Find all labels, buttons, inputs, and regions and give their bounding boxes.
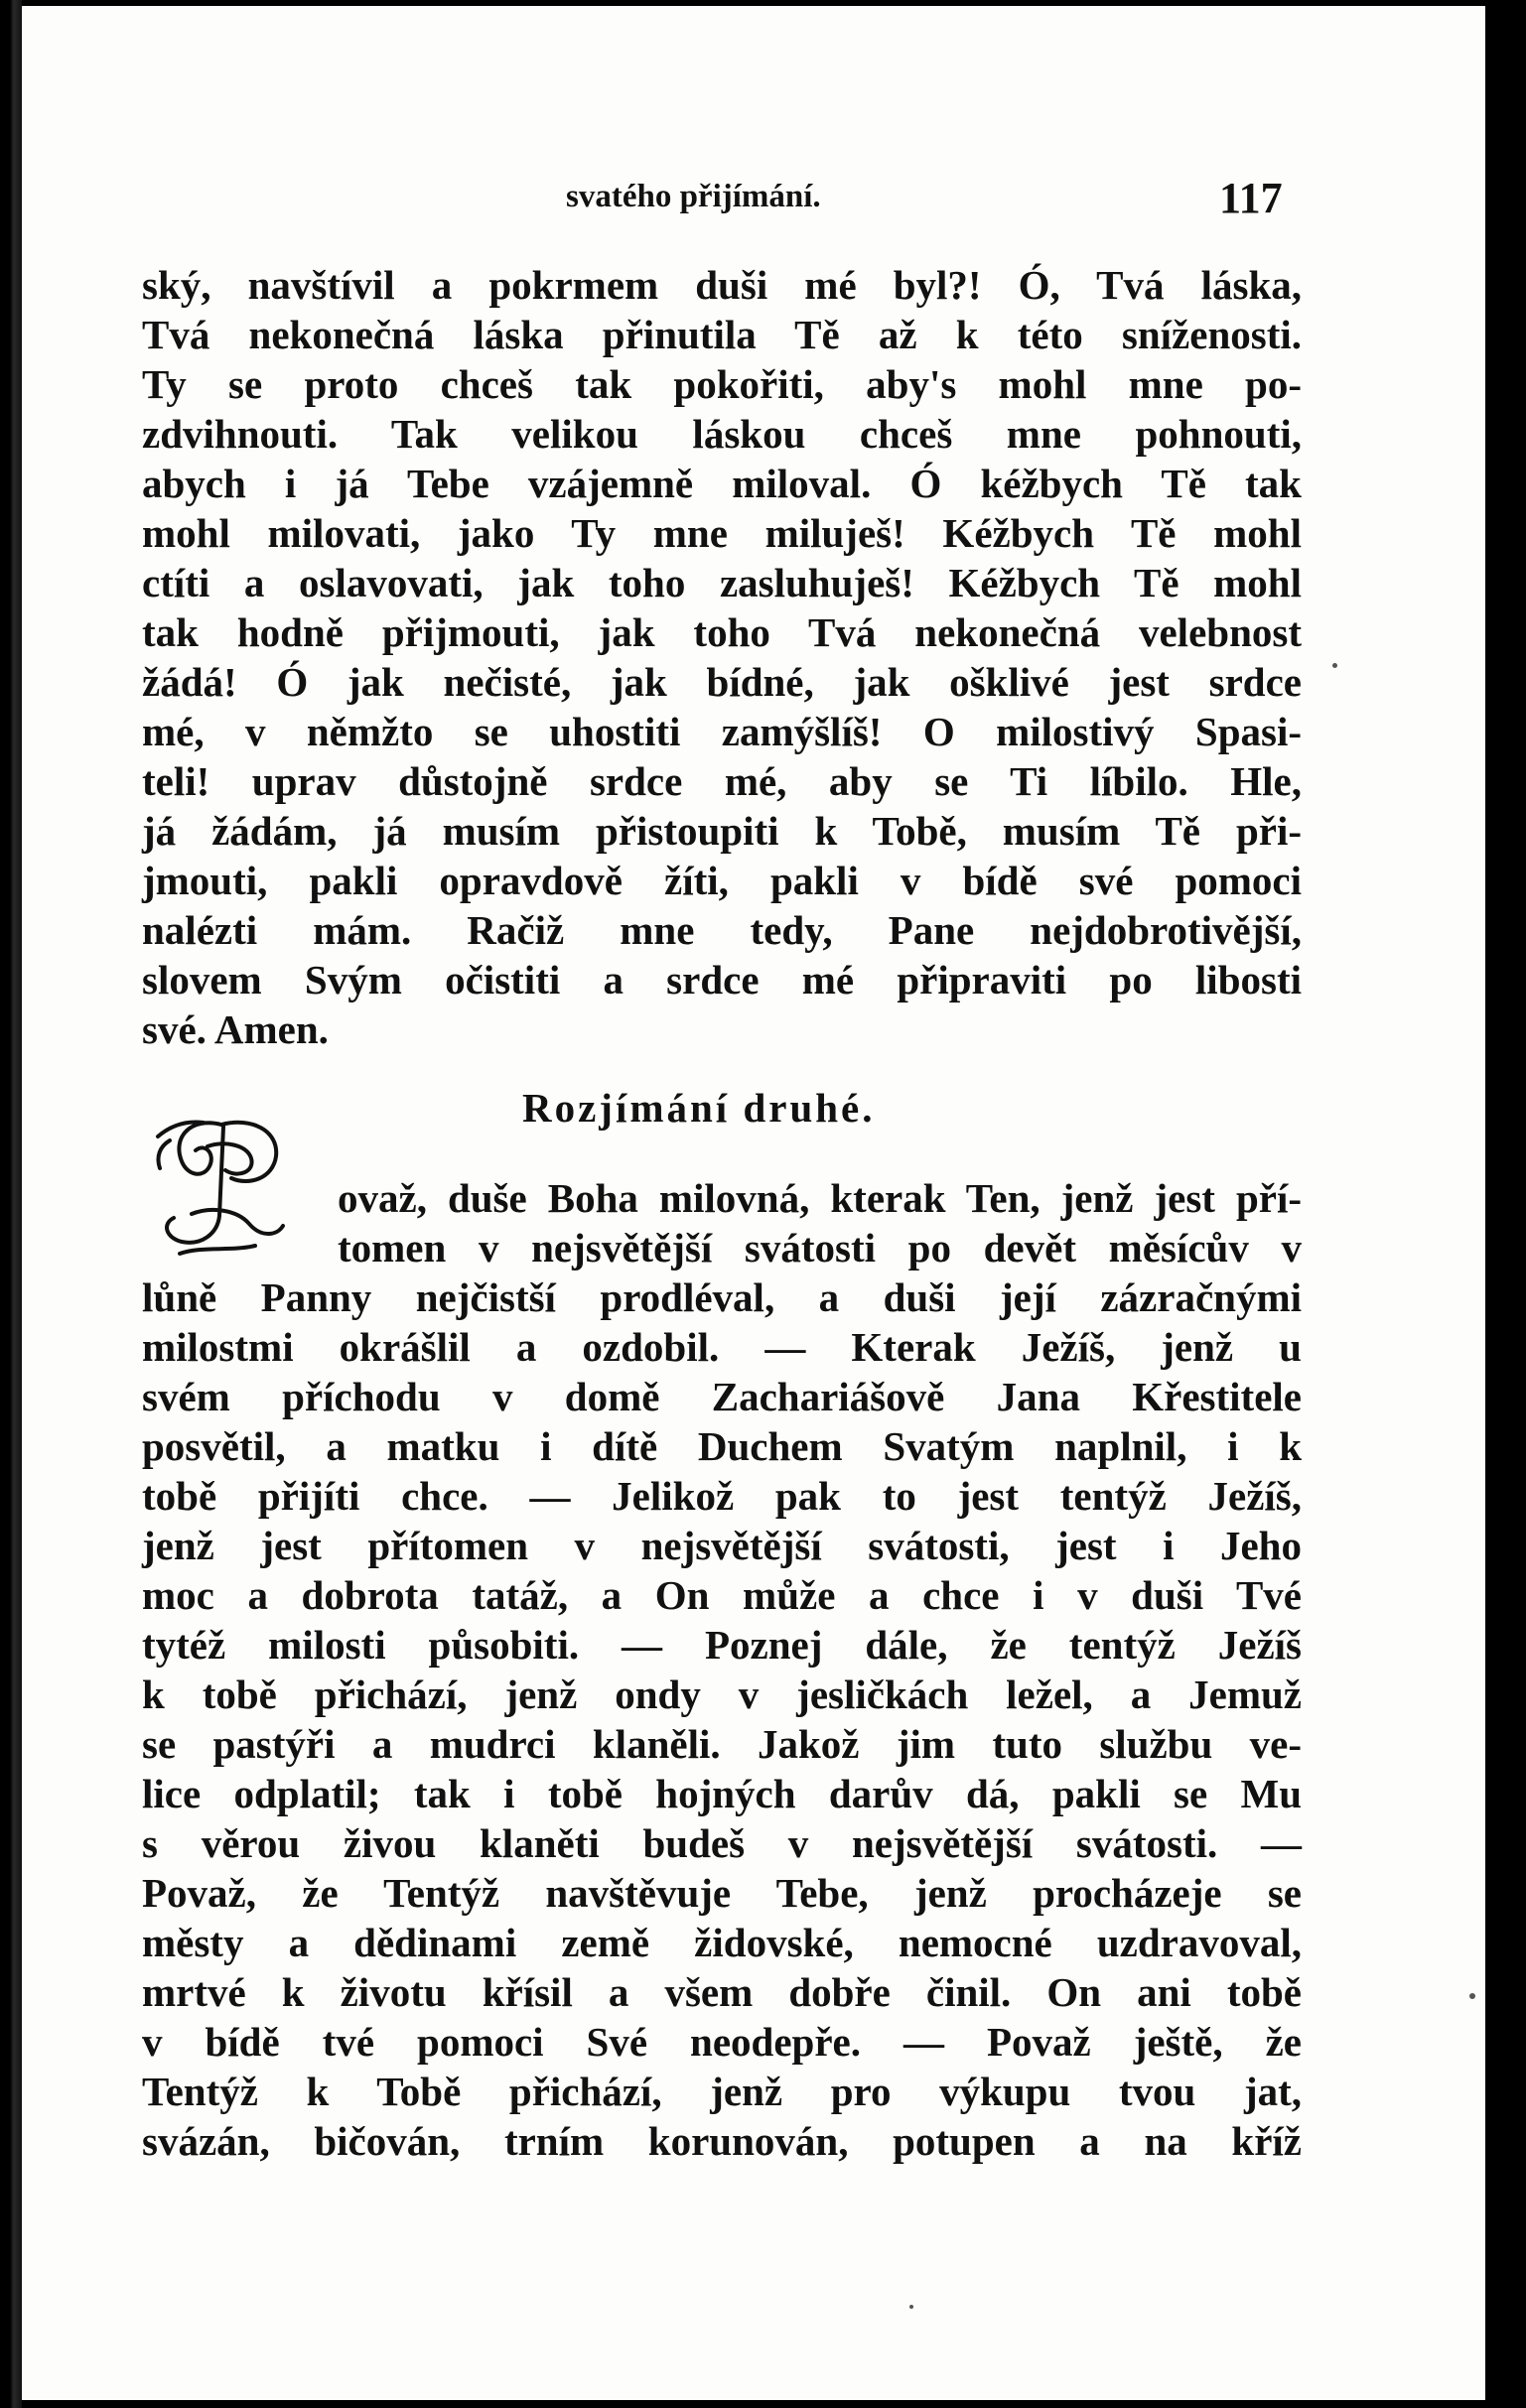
scan-edge (1485, 0, 1526, 2408)
text-line: v bídě tvé pomoci Své neodepře. — Považ ještě, že (142, 2019, 1302, 2065)
text-line: abych i já Tebe vzájemně miloval. Ó kéžbych Tě tak (142, 461, 1302, 506)
text-line: k tobě přichází, jenž ondy v jesličkách ležel, a Jemuž (142, 1672, 1302, 1717)
text-line: slovem Svým očistiti a srdce mé připraviti po libosti (142, 957, 1302, 1003)
ornamental-initial-p (152, 1107, 296, 1261)
text-line: nalézti mám. Račiž mne tedy, Pane nejdobrotivější, (142, 907, 1302, 953)
text-line: tomen v nejsvětější svátosti po devět měsícův v (338, 1225, 1302, 1271)
scan-speck (1469, 1993, 1475, 1999)
text-line: moc a dobrota tatáž, a On může a chce i v duši Tvé (142, 1572, 1302, 1618)
text-line: tytéž milosti působiti. — Poznej dále, že tentýž Ježíš (142, 1622, 1302, 1668)
text-line: se pastýři a mudrci klaněli. Jakož jim tuto službu ve- (142, 1721, 1302, 1767)
text-line: Tvá nekonečná láska přinutila Tě až k této sníženosti. (142, 312, 1302, 357)
text-line: svázán, bičován, trním korunován, potupen a na kříž (142, 2118, 1302, 2164)
text-line: tobě přijíti chce. — Jelikož pak to jest tentýž Ježíš, (142, 1473, 1302, 1519)
scan-speck (909, 2305, 913, 2309)
scan-speck (1332, 663, 1337, 668)
page-number: 117 (1219, 174, 1283, 222)
text-line: Tentýž k Tobě přichází, jenž pro výkupu tvou jat, (142, 2069, 1302, 2114)
text-line: mrtvé k životu křísil a všem dobře činil. On ani tobě (142, 1969, 1302, 2015)
text-line: Ty se proto chceš tak pokořiti, aby's mohl mne po- (142, 361, 1302, 407)
running-head: svatého přijímání. (566, 179, 821, 214)
text-line: lůně Panny nejčistší prodléval, a duši její zázračnými (142, 1274, 1302, 1320)
text-line: ský, navštívil a pokrmem duši mé byl?! Ó, Tvá láska, (142, 262, 1302, 308)
text-line: já žádám, já musím přistoupiti k Tobě, musím Tě při- (142, 808, 1302, 854)
text-line: zdvihnouti. Tak velikou láskou chceš mne pohnouti, (142, 411, 1302, 457)
text-line: jenž jest přítomen v nejsvětější svátosti, jest i Jeho (142, 1523, 1302, 1568)
section-heading: Rozjímání druhé. (522, 1085, 876, 1131)
text-line: lice odplatil; tak i tobě hojných darův dá, pakli se Mu (142, 1771, 1302, 1816)
text-line: ctíti a oslavovati, jak toho zasluhuješ! Kéžbych Tě mohl (142, 560, 1302, 605)
text-line: ovaž, duše Boha milovná, kterak Ten, jenž jest pří- (338, 1175, 1302, 1221)
text-line: svém příchodu v domě Zachariášově Jana Křestitele (142, 1374, 1302, 1419)
text-line: jmouti, pakli opravdově žíti, pakli v bídě své pomoci (142, 858, 1302, 903)
text-line: mé, v němžto se uhostiti zamýšlíš! O milostivý Spasi- (142, 709, 1302, 754)
text-line: teli! uprav důstojně srdce mé, aby se Ti líbilo. Hle, (142, 758, 1302, 804)
text-line: městy a dědinami země židovské, nemocné uzdravoval, (142, 1920, 1302, 1965)
text-line: s věrou živou klaněti budeš v nejsvětější svátosti. — (142, 1820, 1302, 1866)
text-line: žádá! Ó jak nečisté, jak bídné, jak ošklivé jest srdce (142, 659, 1302, 705)
text-line: Považ, že Tentýž navštěvuje Tebe, jenž procházeje se (142, 1870, 1302, 1916)
text-line: tak hodně přijmouti, jak toho Tvá nekonečná velebnost (142, 609, 1302, 655)
text-line: své. Amen. (142, 1006, 329, 1052)
text-line: posvětil, a matku i dítě Duchem Svatým naplnil, i k (142, 1423, 1302, 1469)
text-line: milostmi okrášlil a ozdobil. — Kterak Ježíš, jenž u (142, 1324, 1302, 1370)
book-spine-shadow (0, 0, 22, 2408)
text-line: mohl milovati, jako Ty mne miluješ! Kéžbych Tě mohl (142, 510, 1302, 556)
